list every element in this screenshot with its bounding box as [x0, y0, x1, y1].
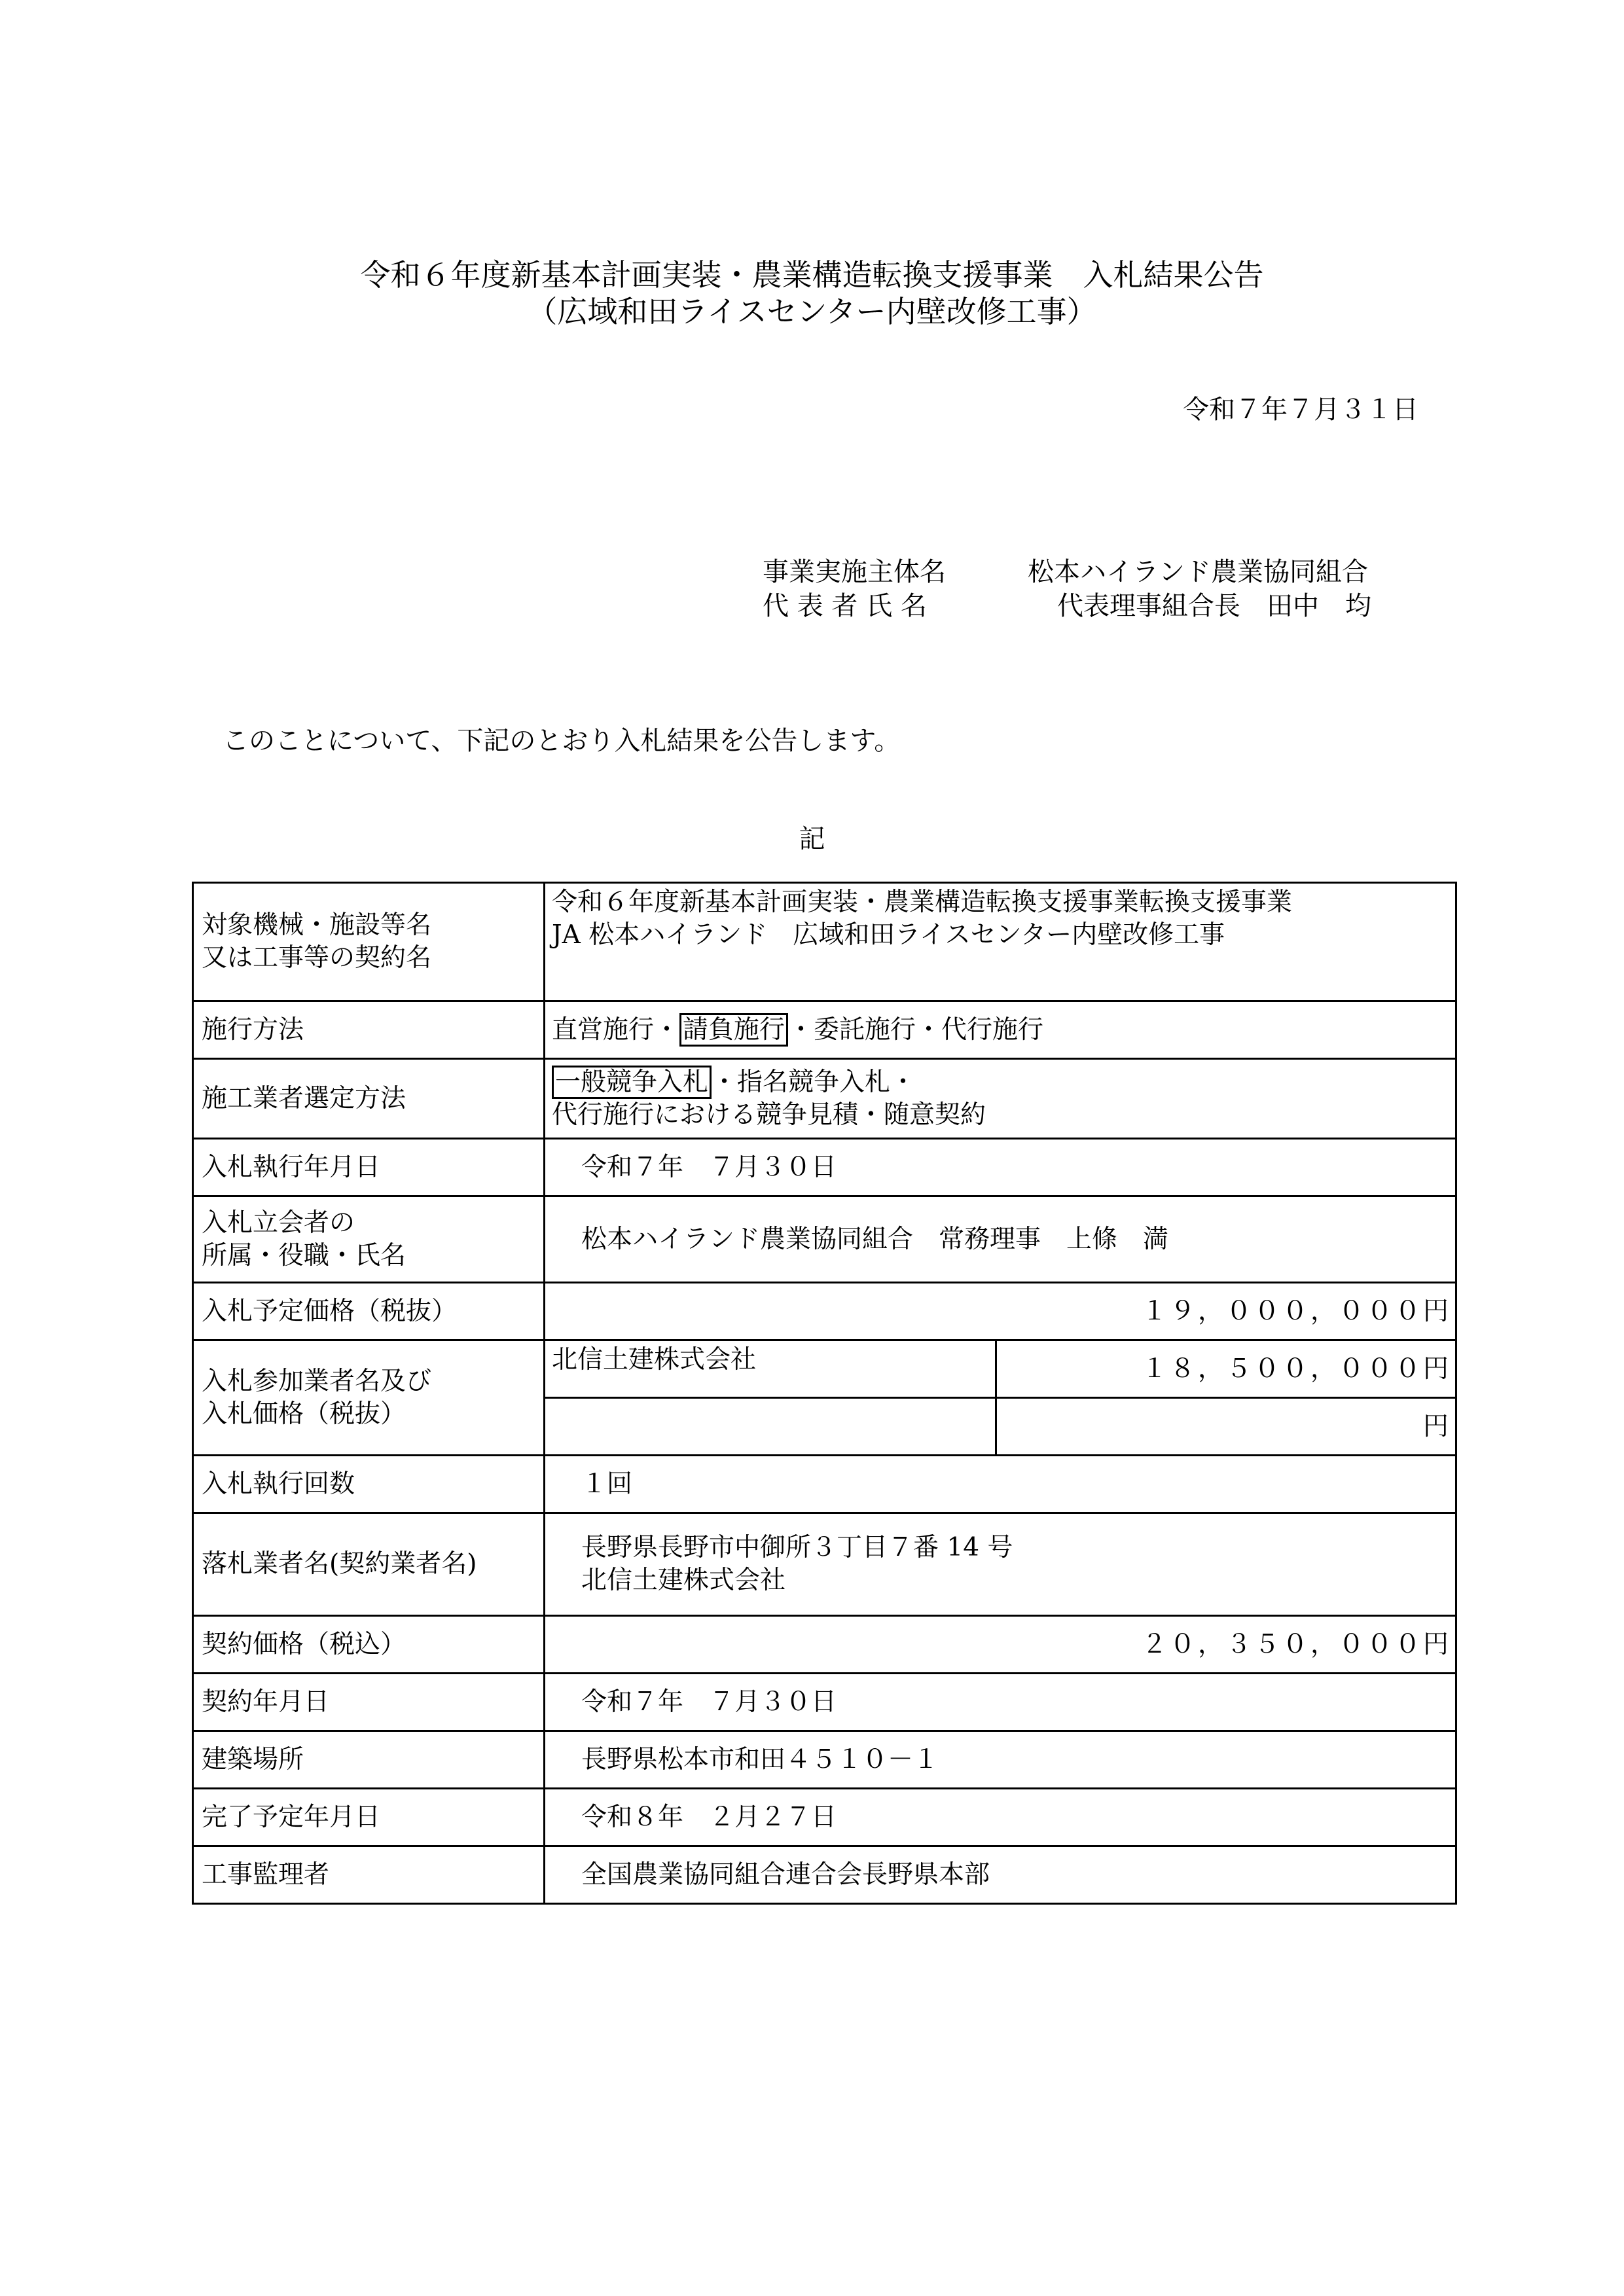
document-title-line2: （広域和田ライスセンター内壁改修工事） — [527, 294, 1097, 329]
bidder-price-2: 円 — [996, 1398, 1456, 1456]
witness-label-cell — [193, 1196, 545, 1283]
facility-value-cell — [545, 883, 1456, 1001]
bidders-label-cell — [193, 1340, 545, 1456]
issuer-rep-value: 代表理事組合長 田中 均 — [1057, 591, 1371, 621]
intro-text: このことについて、下記のとおり入札結果を公告します。 — [223, 726, 901, 756]
bid-date-value: 令和７年 ７月３０日 — [545, 1139, 1456, 1196]
supervisor-label: 工事監理者 — [193, 1846, 545, 1904]
selection-label: 施工業者選定方法 — [193, 1059, 545, 1139]
issuer-entity — [763, 555, 1368, 589]
method-opt1: 直営施行・ — [552, 1014, 680, 1045]
row-contract-price — [193, 1616, 1456, 1674]
supervisor-value: 全国農業協同組合連合会長野県本部 — [545, 1846, 1456, 1904]
bidders-label-2: 入札価格（税抜） — [202, 1399, 406, 1429]
winner-value-cell — [545, 1513, 1456, 1616]
bidders-label-1: 入札参加業者名及び — [202, 1366, 432, 1396]
winner-label: 落札業者名(契約業者名) — [193, 1513, 545, 1616]
row-winner — [193, 1513, 1456, 1616]
selection-opt2: ・指名競争入札・ — [712, 1067, 916, 1097]
witness-label-2: 所属・役職・氏名 — [202, 1240, 406, 1270]
method-label: 施行方法 — [193, 1001, 545, 1059]
completion-label: 完了予定年月日 — [193, 1789, 545, 1846]
witness-label-1: 入札立会者の — [202, 1208, 355, 1238]
row-bidder-1 — [193, 1340, 1456, 1398]
method-selected-option: 請負施行 — [679, 1013, 788, 1047]
estimate-value: １９，０００，０００円 — [545, 1283, 1456, 1340]
issuer-entity-value: 松本ハイランド農業協同組合 — [1028, 557, 1368, 587]
ki-heading: 記 — [799, 824, 825, 854]
facility-value-1: 令和６年度新基本計画実装・農業構造転換支援事業転換支援事業 — [552, 888, 1293, 917]
row-rounds — [193, 1456, 1456, 1513]
row-estimate — [193, 1283, 1456, 1340]
method-opt3: ・委託施行・代行施行 — [788, 1014, 1044, 1045]
facility-value-2: JA 松本ハイランド 広域和田ライスセンター内壁改修工事 — [552, 920, 1225, 950]
estimate-label: 入札予定価格（税抜） — [193, 1283, 545, 1340]
row-method — [193, 1001, 1456, 1059]
issuer-entity-label: 事業実施主体名 — [763, 557, 946, 587]
row-site — [193, 1731, 1456, 1789]
row-bid-date — [193, 1139, 1456, 1196]
contract-price-value: ２０，３５０，０００円 — [545, 1616, 1456, 1674]
bid-result-table — [192, 882, 1457, 1905]
document-title-line1: 令和６年度新基本計画実装・農業構造転換支援事業 入札結果公告 — [360, 257, 1264, 293]
completion-value: 令和８年 ２月２７日 — [545, 1789, 1456, 1846]
row-completion — [193, 1789, 1456, 1846]
issuer-rep-label: 代 表 者 氏 名 — [763, 591, 927, 621]
rounds-label: 入札執行回数 — [193, 1456, 545, 1513]
bid-date-label: 入札執行年月日 — [193, 1139, 545, 1196]
method-value-cell — [545, 1001, 1456, 1059]
bidder-price-1: １８，５００，０００円 — [996, 1340, 1456, 1398]
contract-date-value: 令和７年 ７月３０日 — [545, 1674, 1456, 1731]
row-witness — [193, 1196, 1456, 1283]
facility-label-cell — [193, 883, 545, 1001]
bidder-name-1: 北信土建株式会社 — [545, 1340, 996, 1398]
witness-value: 松本ハイランド農業協同組合 常務理事 上條 満 — [545, 1196, 1456, 1283]
issuer-representative — [763, 589, 1371, 623]
contract-price-label: 契約価格（税込） — [193, 1616, 545, 1674]
winner-name: 北信土建株式会社 — [581, 1566, 786, 1595]
rounds-value: １回 — [545, 1456, 1456, 1513]
selection-line2: 代行施行における競争見積・随意契約 — [552, 1100, 986, 1130]
issue-date: 令和７年７月３１日 — [1183, 395, 1418, 425]
contract-date-label: 契約年月日 — [193, 1674, 545, 1731]
site-label: 建築場所 — [193, 1731, 545, 1789]
selection-value-cell — [545, 1059, 1456, 1139]
bidder-name-2 — [545, 1398, 996, 1456]
selection-selected-option: 一般競争入札 — [552, 1066, 712, 1099]
site-value: 長野県松本市和田４５１０－１ — [545, 1731, 1456, 1789]
row-selection — [193, 1059, 1456, 1139]
facility-label-2: 又は工事等の契約名 — [202, 943, 432, 973]
winner-address: 長野県長野市中御所３丁目７番 14 号 — [581, 1533, 1013, 1562]
row-facility — [193, 883, 1456, 1001]
row-supervisor — [193, 1846, 1456, 1904]
facility-label-1: 対象機械・施設等名 — [202, 910, 432, 940]
row-contract-date — [193, 1674, 1456, 1731]
